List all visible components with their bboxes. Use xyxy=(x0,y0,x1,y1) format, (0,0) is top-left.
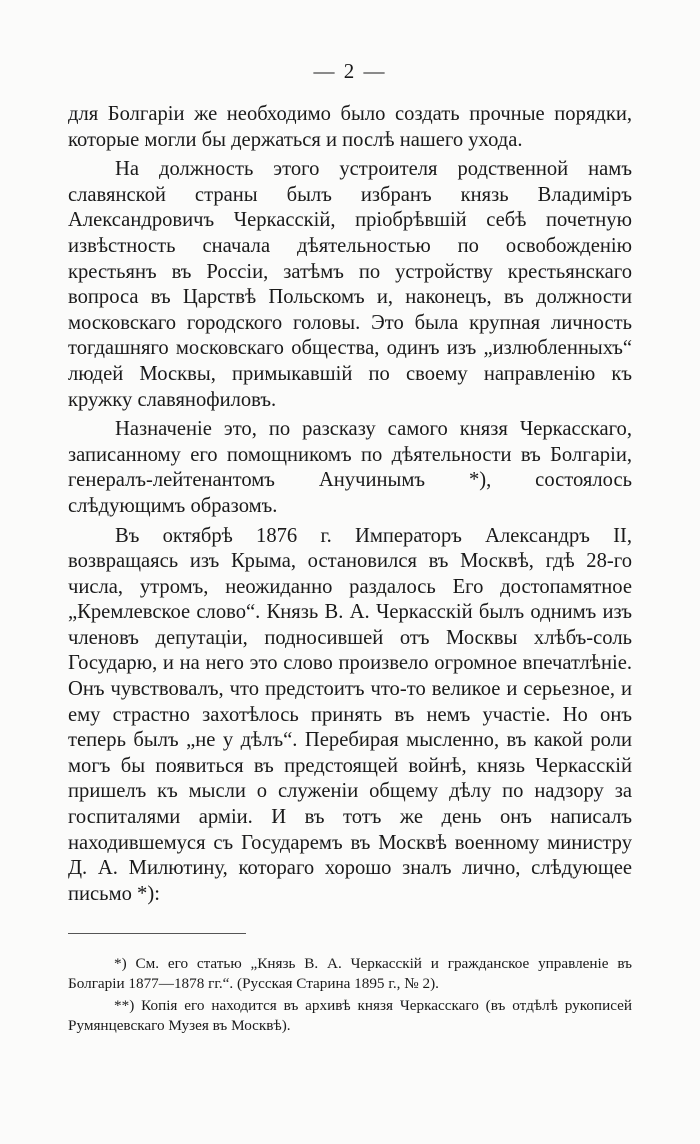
paragraph-cherkassky-appointment: На должность этого устроителя родственной намъ славянской страны былъ избранъ князь Владиміръ Александровичъ Черкасскій, пріобрѣвшій себѣ почетную извѣстность сначала дѣятельностью по освобожденію крестьянъ въ Россіи, затѣмъ по устройству крестьянскаго вопроса въ Царствѣ Польскомъ и, наконецъ, въ должности московскаго городского головы. Это была крупная личность тогдашняго московскаго общества, одинъ изъ „излюбленныхъ“ людей Москвы, примыкавшій по своему направленію къ кружку славянофиловъ. xyxy=(68,158,632,411)
book-page xyxy=(68,56,632,1035)
footnote-divider xyxy=(68,933,246,934)
body-text xyxy=(68,102,632,907)
footnote-1: *) См. его статью „Князь В. А. Черкасскій и гражданское управленіе въ Болгаріи 1877—1878 гг.“. (Русская Старина 1895 г., № 2). xyxy=(68,955,632,992)
paragraph-continued: для Болгаріи же необходимо было создать прочные порядки, которые могли бы держаться и послѣ нашего ухода. xyxy=(68,103,632,151)
paragraph-october-1876: Въ октябрѣ 1876 г. Императоръ Александръ II, возвращаясь изъ Крыма, остановился въ Москвѣ, гдѣ 28-го числа, утромъ, неожиданно раздалось Его достопамятное „Кремлевское слово“. Князь В. А. Черкасскій былъ однимъ изъ членовъ депутаціи, подносившей отъ Москвы хлѣбъ-соль Государю, и на него это слово произвело огромное впечатлѣніе. Онъ чувствовалъ, что предстоитъ что-то великое и серьезное, и ему страстно захотѣлось принять въ немъ участіе. Но онъ теперь былъ „не у дѣлъ“. Перебирая мысленно, въ какой роли могъ бы появиться въ предстоящей войнѣ, князь Черкасскій пришелъ къ мысли о служеніи общему дѣлу по надзору за госпиталями арміи. И въ тотъ же день онъ написалъ находившемуся съ Государемъ въ Москвѣ военному министру Д. А. Милютину, котораго хорошо зналъ лично, слѣдующее письмо *): xyxy=(68,524,632,905)
page-number: — 2 — xyxy=(313,59,387,83)
paragraph-appointment-account: Назначеніе это, по разсказу самого князя Черкасскаго, записанному его помощникомъ по дѣятельности въ Болгаріи, генералъ-лейтенантомъ Анучинымъ *), состоялось слѣдующимъ образомъ. xyxy=(68,418,632,517)
footnote-2: **) Копія его находится въ архивѣ князя Черкасскаго (въ отдѣлѣ рукописей Румянцевскаго Музея въ Москвѣ). xyxy=(68,997,632,1034)
footnotes xyxy=(68,954,632,1035)
